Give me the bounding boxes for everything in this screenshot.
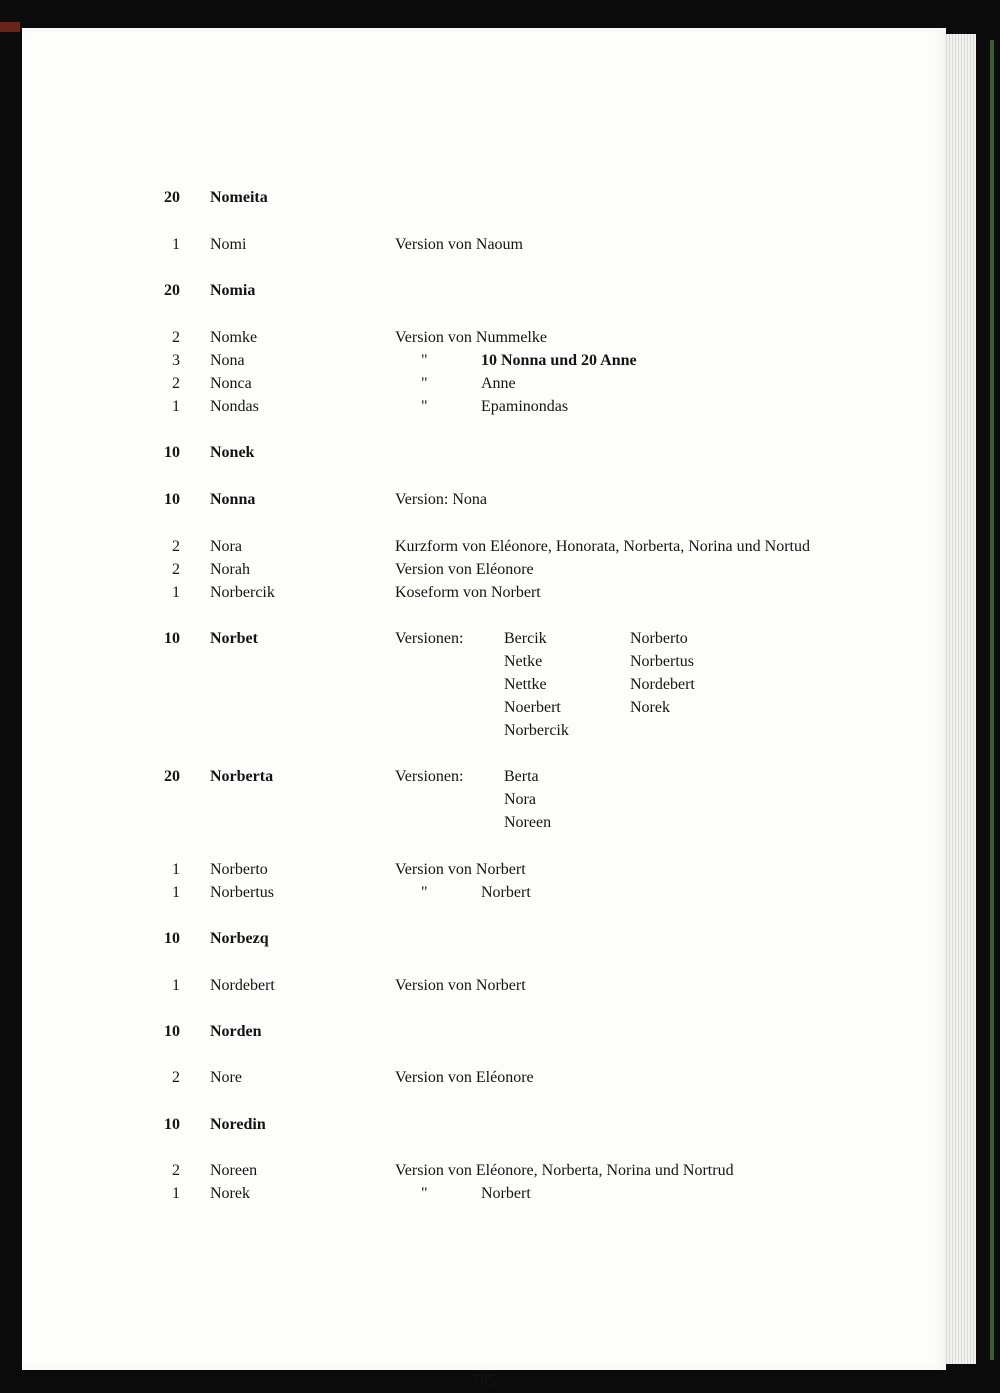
entry-count: 2 <box>172 538 180 555</box>
entry-count: 1 <box>172 861 180 878</box>
entry-description: Koseform von Norbert <box>395 584 541 601</box>
entry-name: Nomeita <box>210 189 268 206</box>
entry-name: Nore <box>210 1069 242 1086</box>
entry-description: Version von Naoum <box>395 236 523 253</box>
entry-count: 2 <box>172 561 180 578</box>
entry-name: Nondas <box>210 398 259 415</box>
entry-name: Norbet <box>210 630 258 647</box>
entry-count: 10 <box>164 1023 180 1040</box>
entry-name: Nordebert <box>210 977 275 994</box>
entry-name: Nora <box>210 538 242 555</box>
ditto-mark: " <box>421 398 428 415</box>
entry-count: 10 <box>164 630 180 647</box>
entry-reference: Epaminondas <box>481 398 569 415</box>
entry-name: Norden <box>210 1023 262 1040</box>
version-item: Nettke <box>504 676 547 693</box>
entry-count: 10 <box>164 930 180 947</box>
version-item: Netke <box>504 653 543 670</box>
entry-name: Norberto <box>210 861 268 878</box>
entry-description: Kurzform von Eléonore, Honorata, Norberta, Norina und Nortud <box>395 538 810 555</box>
entry-description: Versionen: <box>395 630 464 647</box>
entry-count: 2 <box>172 1162 180 1179</box>
entry-name: Nomke <box>210 329 258 346</box>
ditto-mark: " <box>421 352 428 369</box>
entry-name: Noreen <box>210 1162 258 1179</box>
entry-count: 20 <box>164 189 180 206</box>
entry-count: 2 <box>172 375 180 392</box>
version-item: Nordebert <box>630 676 695 693</box>
version-item: Norek <box>630 699 670 716</box>
version-item: Norbercik <box>504 722 569 739</box>
entry-count: 10 <box>164 491 180 508</box>
entry-name: Nonek <box>210 444 255 461</box>
book-page <box>22 28 946 1389</box>
entry-reference: Norbert <box>481 1185 531 1202</box>
entry-name: Norek <box>210 1185 250 1202</box>
entry-count: 1 <box>172 884 180 901</box>
cover-edge <box>990 40 994 1360</box>
entry-count: 10 <box>164 444 180 461</box>
entry-name: Nomia <box>210 282 256 299</box>
entry-reference: Norbert <box>481 884 531 901</box>
entry-count: 1 <box>172 236 180 253</box>
entry-description: Version von Eléonore, Norberta, Norina und Nortrud <box>395 1162 734 1179</box>
entry-name: Norbercik <box>210 584 275 601</box>
entry-name: Noredin <box>210 1116 266 1133</box>
page-edges <box>944 34 976 1364</box>
entry-name: Norah <box>210 561 250 578</box>
entry-name: Nona <box>210 352 245 369</box>
entry-count: 1 <box>172 977 180 994</box>
entry-count: 2 <box>172 1069 180 1086</box>
ditto-mark: " <box>421 375 428 392</box>
version-item: Nora <box>504 791 536 808</box>
entry-count: 1 <box>172 398 180 415</box>
entry-count: 2 <box>172 329 180 346</box>
entry-count: 1 <box>172 584 180 601</box>
page-number: - 785 - <box>462 1372 506 1389</box>
entry-description: Version von Eléonore <box>395 561 534 578</box>
version-item: Bercik <box>504 630 547 647</box>
entry-count: 20 <box>164 282 180 299</box>
entry-count: 1 <box>172 1185 180 1202</box>
entry-count: 20 <box>164 768 180 785</box>
entry-description: Version von Nummelke <box>395 329 547 346</box>
entry-description: Versionen: <box>395 768 464 785</box>
entry-count: 10 <box>164 1116 180 1133</box>
ditto-mark: " <box>421 1185 428 1202</box>
version-item: Norberto <box>630 630 688 647</box>
entry-name: Nonca <box>210 375 252 392</box>
entry-description: Version von Eléonore <box>395 1069 534 1086</box>
entry-count: 3 <box>172 352 180 369</box>
spine-mark <box>0 22 20 32</box>
entry-name: Nomi <box>210 236 247 253</box>
entry-name: Norberta <box>210 768 274 785</box>
entry-name: Nonna <box>210 491 256 508</box>
entry-reference: Anne <box>481 375 516 392</box>
version-item: Noerbert <box>504 699 561 716</box>
entry-name: Norbertus <box>210 884 274 901</box>
entry-description: Version von Norbert <box>395 861 526 878</box>
version-item: Noreen <box>504 814 552 831</box>
ditto-mark: " <box>421 884 428 901</box>
version-item: Norbertus <box>630 653 694 670</box>
entry-name: Norbezq <box>210 930 269 947</box>
entry-reference: 10 Nonna und 20 Anne <box>481 352 637 369</box>
entry-description: Version von Norbert <box>395 977 526 994</box>
entry-description: Version: Nona <box>395 491 487 508</box>
version-item: Berta <box>504 768 539 785</box>
